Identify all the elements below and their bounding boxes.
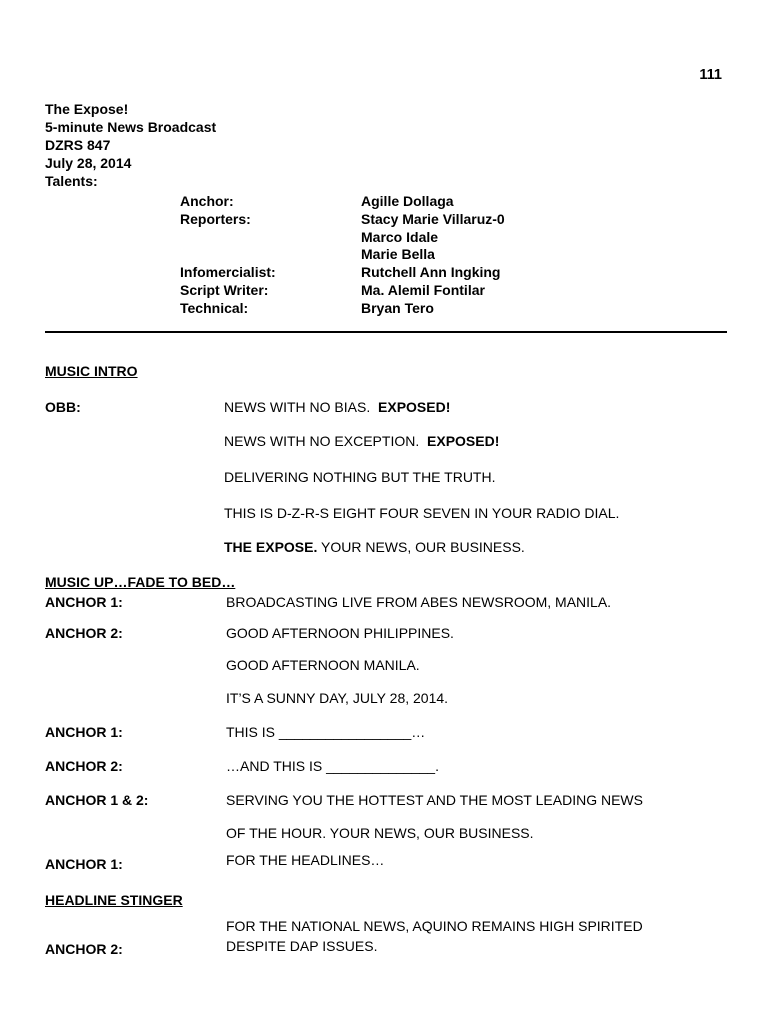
page-number: 111 xyxy=(699,67,722,83)
script-emphasis: EXPOSED! xyxy=(427,433,500,449)
talent-role-anchor: Anchor: xyxy=(180,193,234,209)
script-line: DELIVERING NOTHING BUT THE TRUTH. xyxy=(224,469,496,485)
script-text: NEWS WITH NO EXCEPTION. xyxy=(224,433,420,449)
script-line: BROADCASTING LIVE FROM ABES NEWSROOM, MANILA. xyxy=(226,594,612,610)
script-line: THIS IS _________________… xyxy=(226,724,426,740)
script-line: DESPITE DAP ISSUES. xyxy=(226,938,378,954)
label-anchor-1: ANCHOR 1: xyxy=(45,724,123,740)
talent-name: Ma. Alemil Fontilar xyxy=(361,282,485,298)
script-line: …AND THIS IS ______________. xyxy=(226,758,439,774)
program-format: 5-minute News Broadcast xyxy=(45,119,217,135)
script-emphasis: THE EXPOSE. xyxy=(224,539,318,555)
script-line xyxy=(224,433,499,449)
talents-heading: Talents: xyxy=(45,173,98,189)
label-anchor-2: ANCHOR 2: xyxy=(45,941,123,957)
talent-role-script-writer: Script Writer: xyxy=(180,282,269,298)
broadcast-date: July 28, 2014 xyxy=(45,155,132,171)
talent-role-infomercialist: Infomercialist: xyxy=(180,264,276,280)
cue-music-intro: MUSIC INTRO xyxy=(45,363,138,379)
talent-role-reporters: Reporters: xyxy=(180,211,251,227)
script-line: OF THE HOUR. YOUR NEWS, OUR BUSINESS. xyxy=(226,825,534,841)
talent-name: Rutchell Ann Ingking xyxy=(361,264,501,280)
script-line: GOOD AFTERNOON MANILA. xyxy=(226,657,420,673)
label-anchor-2: ANCHOR 2: xyxy=(45,758,123,774)
script-text: YOUR NEWS, OUR BUSINESS. xyxy=(321,539,525,555)
label-anchor-1: ANCHOR 1: xyxy=(45,594,123,610)
talent-role-technical: Technical: xyxy=(180,300,249,316)
talent-name: Bryan Tero xyxy=(361,300,434,316)
talent-name: Marco Idale xyxy=(361,229,439,245)
script-line: SERVING YOU THE HOTTEST AND THE MOST LEADING NEWS xyxy=(226,792,643,808)
cue-headline-stinger: HEADLINE STINGER xyxy=(45,892,183,908)
script-line: THIS IS D-Z-R-S EIGHT FOUR SEVEN IN YOUR RADIO DIAL. xyxy=(224,505,620,521)
label-anchor-2: ANCHOR 2: xyxy=(45,625,123,641)
station: DZRS 847 xyxy=(45,137,111,153)
script-line: FOR THE NATIONAL NEWS, AQUINO REMAINS HIGH SPIRITED xyxy=(226,918,643,934)
label-anchor-1-and-2: ANCHOR 1 & 2: xyxy=(45,792,149,808)
script-emphasis: EXPOSED! xyxy=(378,399,451,415)
program-title: The Expose! xyxy=(45,101,129,117)
label-obb: OBB: xyxy=(45,399,81,415)
script-text: NEWS WITH NO BIAS. xyxy=(224,399,371,415)
label-anchor-1: ANCHOR 1: xyxy=(45,856,123,872)
script-line: IT’S A SUNNY DAY, JULY 28, 2014. xyxy=(226,690,449,706)
cue-music-up: MUSIC UP…FADE TO BED… xyxy=(45,574,236,590)
script-line: GOOD AFTERNOON PHILIPPINES. xyxy=(226,625,454,641)
talent-name: Stacy Marie Villaruz-0 xyxy=(361,211,505,227)
header-divider xyxy=(45,331,727,333)
script-line xyxy=(224,539,525,555)
script-line: FOR THE HEADLINES… xyxy=(226,852,385,868)
talent-name: Marie Bella xyxy=(361,246,435,262)
script-line xyxy=(224,399,450,415)
talent-name: Agille Dollaga xyxy=(361,193,454,209)
